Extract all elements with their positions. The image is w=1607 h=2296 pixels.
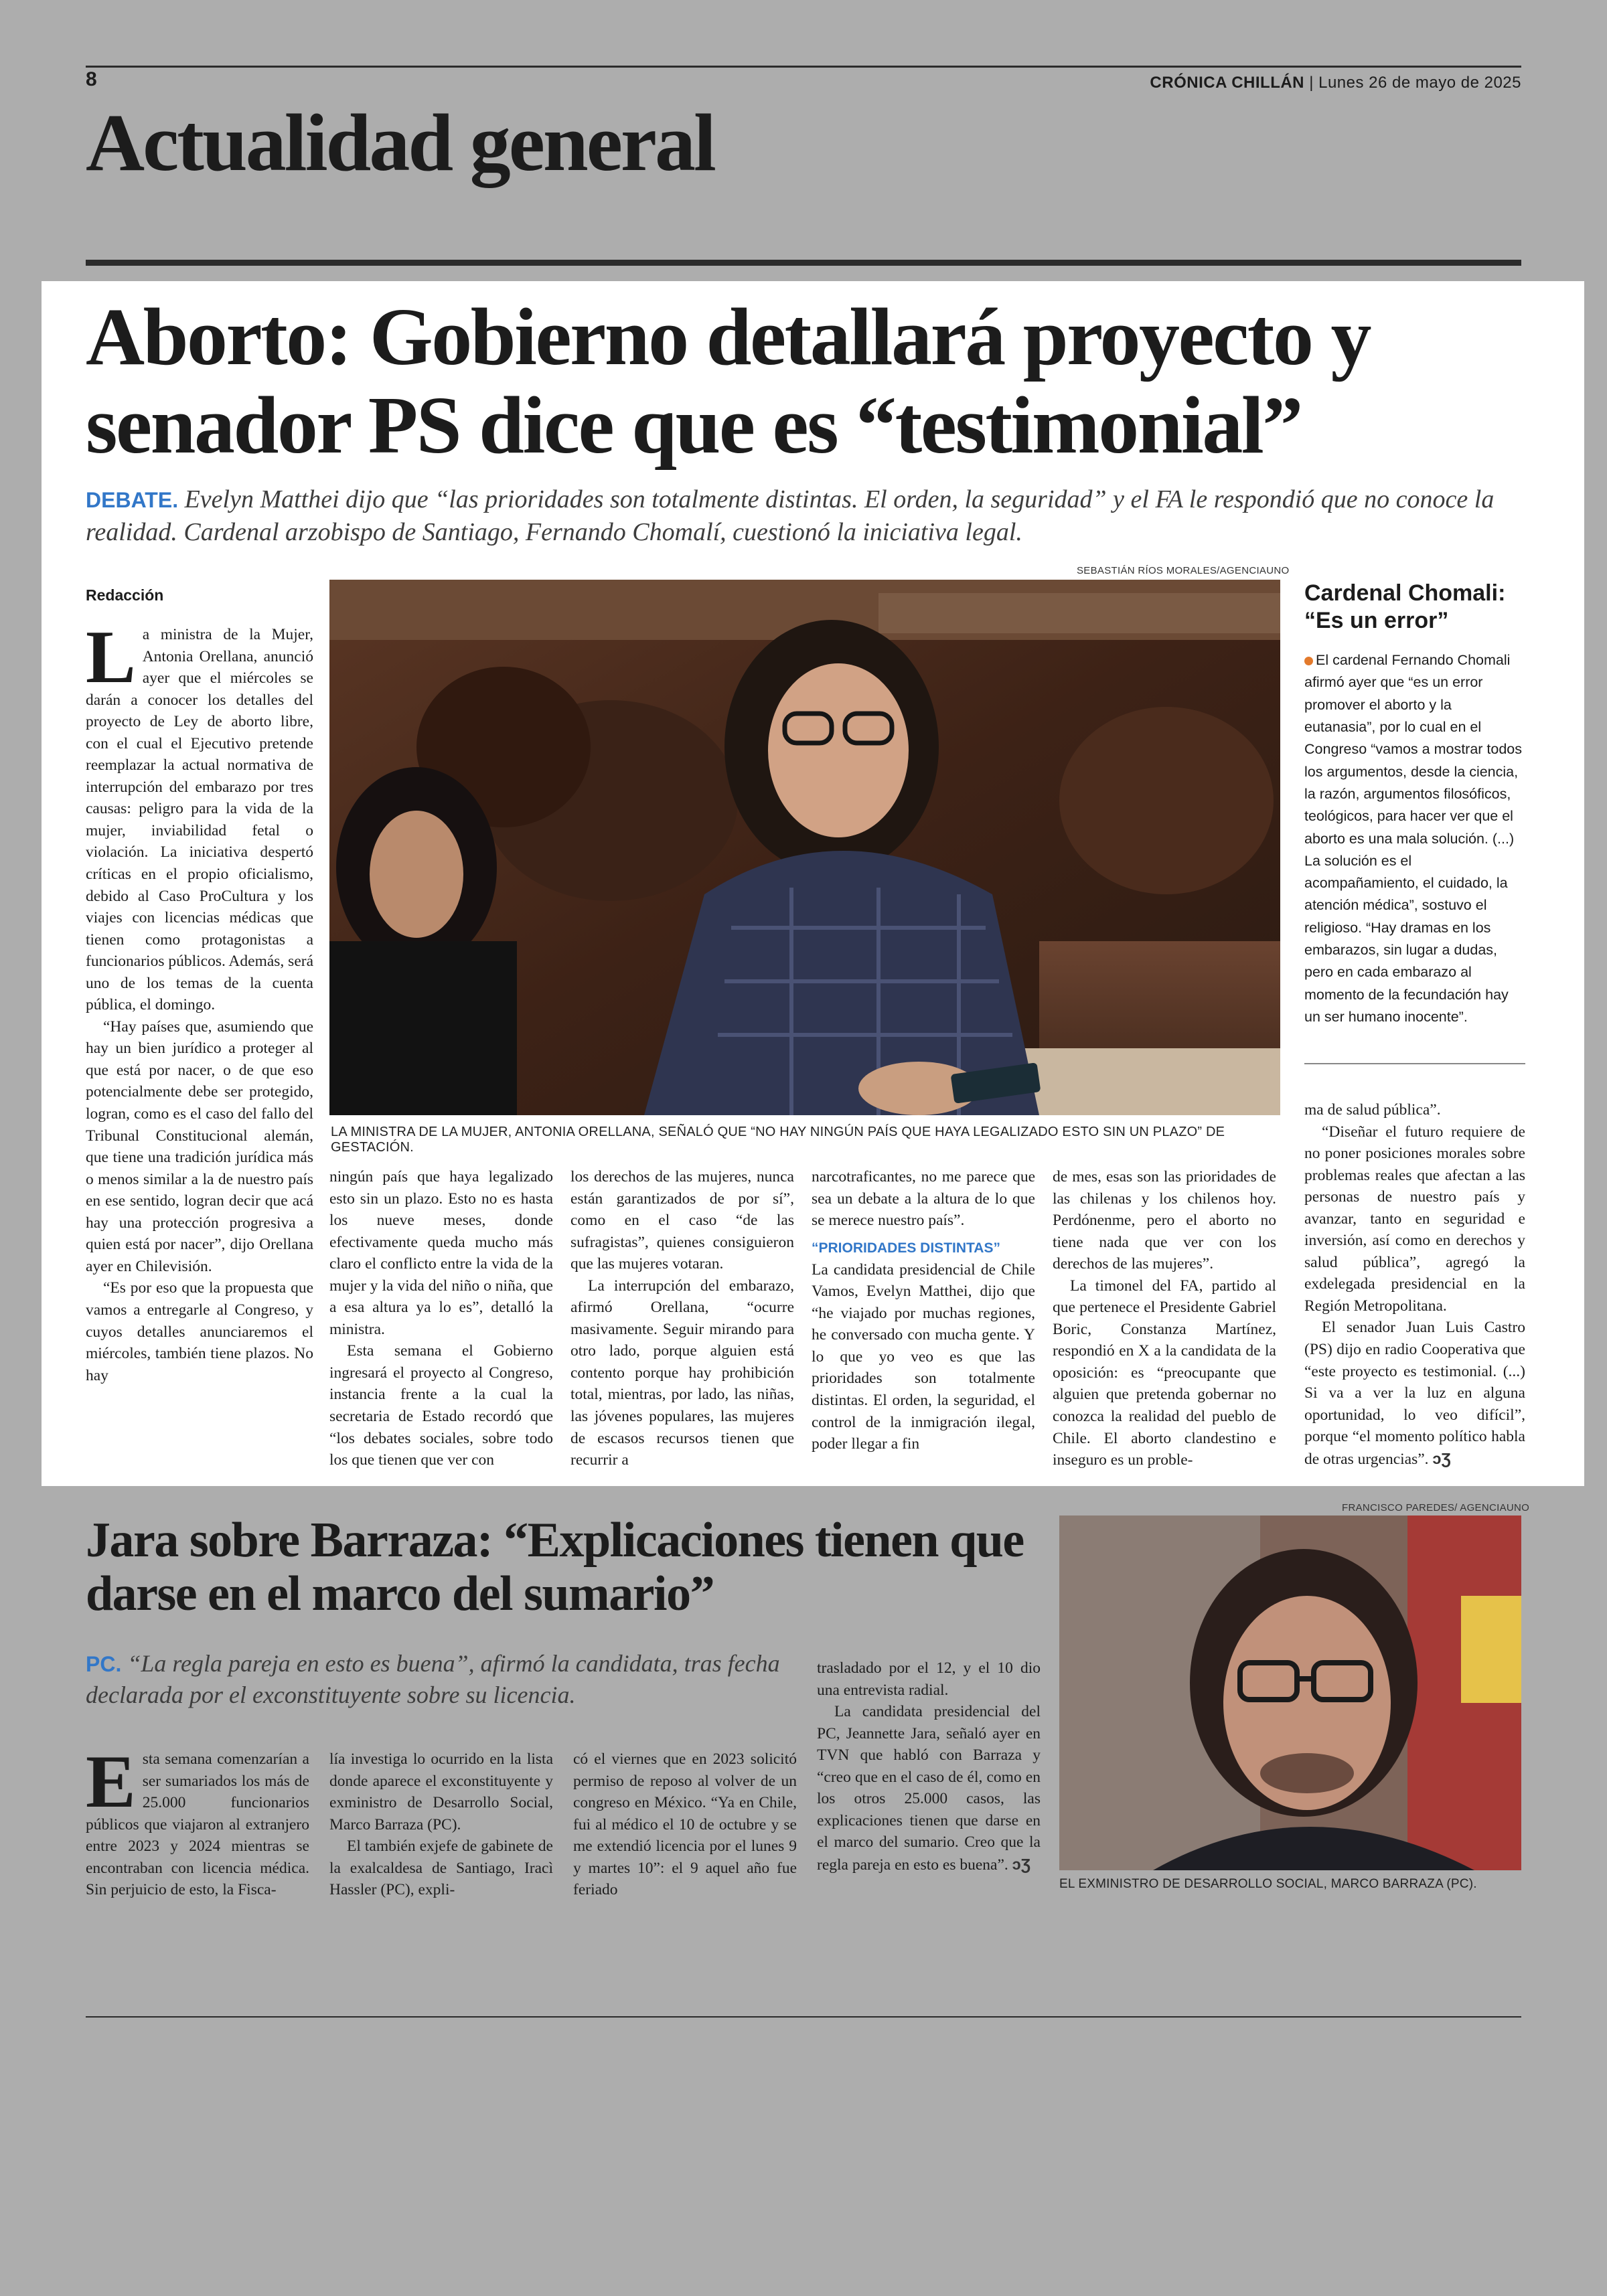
sidebar-title: Cardenal Chomali: “Es un error”	[1304, 580, 1506, 633]
lead-col4-paragraph: La candidata presidencial de Chile Vamos, Evelyn Matthei, dijo que “he viajado por muchas regiones, he conversado con mucha gente. Y lo que yo veo es que las prioridades son totalmente distintas. El orden, la seguridad, el control de la inmigración ilegal, poder llegar a fin	[812, 1260, 1035, 1453]
lead-col4-subhead: “PRIORIDADES DISTINTAS”	[812, 1240, 1000, 1256]
second-column-2	[329, 1748, 553, 1901]
sidebar-body	[1304, 649, 1525, 1028]
issue-date: Lunes 26 de mayo de 2025	[1318, 74, 1521, 92]
lead-col2-paragraph: Esta semana el Gobierno ingresará el proyecto al Congreso, instancia frente a la cual la secretaria de Estado recordó que “los debates sociales, sobre todo los que tienen que ver con	[329, 1342, 553, 1469]
second-headline: Jara sobre Barraza: “Explicaciones tienen que darse en el marco del sumario”	[86, 1513, 1024, 1621]
masthead	[1150, 74, 1521, 92]
lead-col1-paragraph: La ministra de la Mujer, Antonia Orellana, anunció ayer que el miércoles se darán a conocer los detalles del proyecto de Ley de aborto libre, con el cual el Ejecutivo pretende reemplazar la actual normativa de interrupción del embarazo por tres causas: peligro para la vida de la mujer, inviabilidad fetal o violación. La iniciativa despertó críticas en el propio oficialismo, debido al Caso ProCultura y los viajes con licencias médicas que tienen como protagonistas a funcionarios públicos. Además, será uno de los temas de la cuenta pública, el domingo.	[86, 616, 314, 1014]
lead-column-3	[570, 1166, 794, 1471]
lead-photo	[329, 580, 1280, 1115]
page-number: 8	[86, 68, 97, 90]
lead-col3-paragraph: los derechos de las mujeres, nunca están garantizados de por sí”, como en el caso “de las sufragistas”, quienes consiguieron que las mujeres votaran.	[570, 1168, 794, 1273]
second-column-1	[86, 1740, 309, 1901]
lead-col6-paragraph: ma de salud pública”.	[1304, 1101, 1441, 1119]
lead-col1-paragraph: “Es por eso que la propuesta que vamos a entregarle al Congreso, y cuyos detalles anunciaremos el miércoles, también tiene plazos. No hay	[86, 1279, 313, 1384]
second-photo-caption: EL EXMINISTRO DE DESARROLLO SOCIAL, MARCO BARRAZA (PC).	[1059, 1877, 1477, 1891]
lead-column-1	[86, 616, 314, 1386]
lead-photo-credit: SEBASTIÁN RÍOS MORALES/AGENCIAUNO	[1077, 565, 1290, 576]
second-dek-text: “La regla pareja en esto es buena”, afirmó la candidata, tras fecha declarada por el exconstituyente sobre su licencia.	[86, 1650, 780, 1708]
second-col4-paragraph	[817, 1701, 1041, 1876]
sidebar-rule	[1304, 1063, 1525, 1064]
second-dek	[86, 1648, 802, 1711]
lead-photo-caption: LA MINISTRA DE LA MUJER, ANTONIA ORELLANA, SEÑALÓ QUE “NO HAY NINGÚN PAÍS QUE HAYA LEGALIZADO ESTO SIN UN PLAZO” DE GESTACIÓN.	[331, 1125, 1225, 1155]
lead-column-2	[329, 1166, 553, 1471]
lead-column-4	[812, 1166, 1035, 1455]
second-column-3	[573, 1748, 797, 1901]
lead-col6-paragraph: “Diseñar el futuro requiere de no poner posiciones morales sobre problemas reales que afectan a las personas de nuestro país y avanzar, tanto en seguridad e inversión, así como en derechos y salud pública”, agregó la exdelegada presidencial en la Región Metropolitana.	[1304, 1123, 1525, 1315]
lead-col2-paragraph: ningún país que haya legalizado esto sin un plazo. Esto no es hasta los nueve meses, donde efectivamente queda mucho más claro el conflicto entre la vida de la mujer y la vida del niño o niña, que a esa altura ya lo es”, detalló la ministra.	[329, 1168, 553, 1338]
lead-col6-last-text: El senador Juan Luis Castro (PS) dijo en radio Cooperativa que “este proyecto es testimonial. (...) Si va a ver la luz en alguna oportunidad, lo veo difícil”, porque “el momento político habla de otras urgencias”.	[1304, 1319, 1525, 1468]
lead-dek-text: Evelyn Matthei dijo que “las prioridades son totalmente distintas. El orden, la seguridad” y el FA le respondió que no conoce la realidad. Cardenal arzobispo de Santiago, Fernando Chomalí, cuestionó la iniciativa legal.	[86, 485, 1495, 546]
end-mark-icon: ↄƷ	[1012, 1855, 1031, 1873]
second-kicker: PC.	[86, 1652, 122, 1676]
lead-column-6	[1304, 1099, 1525, 1470]
second-photo	[1059, 1515, 1521, 1870]
minister-photo-illustration	[329, 580, 1280, 1115]
lead-col5-paragraph: de mes, esas son las prioridades de las chilenas y los chilenos hoy. Perdónenme, pero el aborto no tiene nada que ver con los derechos de las mujeres”.	[1053, 1168, 1276, 1273]
lead-col5-paragraph: La timonel del FA, partido al que pertenece el Presidente Gabriel Boric, Constanza Martínez, respondió en X a la candidata de la oposición: es “preocupante que alguien que pretenda gobernar no conozca la realidad del pueblo de Chile. El aborto clandestino e inseguro es un proble-	[1053, 1277, 1276, 1469]
lead-headline: Aborto: Gobierno detallará proyecto y senador PS dice que es “testimonial”	[86, 292, 1370, 471]
publication-name: CRÓNICA CHILLÁN	[1150, 74, 1305, 92]
second-col2-paragraph: El también exjefe de gabinete de la exalcaldesa de Santiago, Iracì Hassler (PC), expli-	[329, 1837, 553, 1899]
top-rule	[86, 66, 1521, 68]
lead-dek	[86, 483, 1559, 548]
masthead-separator: |	[1309, 74, 1319, 92]
lead-kicker: DEBATE.	[86, 488, 179, 512]
second-col4-last-text: La candidata presidencial del PC, Jeannette Jara, señaló ayer en TVN que habló con Barraza y “creo que en el caso de él, como en los otros 25.000 casos, las explicaciones tienen que darse en el marco del sumario. Creo que la regla pareja en esto es buena”.	[817, 1703, 1041, 1874]
lead-col6-paragraph	[1304, 1317, 1525, 1470]
end-mark-icon: ↄƷ	[1432, 1449, 1451, 1467]
barraza-photo-illustration	[1059, 1515, 1521, 1870]
lead-story	[42, 281, 1584, 1486]
section-rule	[86, 260, 1521, 266]
lead-col3-paragraph: La interrupción del embarazo, afirmó Orellana, “ocurre masivamente. Seguir mirando para otro lado, porque alguien está contento porque hay prohibición total, mientras, por lado, las niñas, las jóvenes populares, las mujeres de escasos recursos tienen que recurrir a	[570, 1277, 794, 1469]
second-col1-paragraph: Esta semana comenzarían a ser sumariados los más de 25.000 funcionarios públicos que viajaron al extranjero entre 2023 y 2024 mientras se encontraban con licencia médica. Sin perjuicio de esto, la Fisca-	[86, 1740, 309, 1899]
second-column-4	[817, 1657, 1041, 1876]
lead-column-5	[1053, 1166, 1276, 1471]
section-title: Actualidad general	[86, 98, 714, 188]
second-col3-paragraph: có el viernes que en 2023 solicitó permiso de reposo al volver de un congreso en México. “Ya en Chile, fui al médico el 10 de octubre y se me extendió licencia por el lunes 9 y martes 10”: el 9 aquel año fue feriado	[573, 1750, 797, 1899]
second-photo-credit: FRANCISCO PAREDES/ AGENCIAUNO	[1342, 1502, 1530, 1513]
bottom-rule	[86, 2016, 1521, 2018]
second-col4-paragraph: trasladado por el 12, y el 10 dio una entrevista radial.	[817, 1659, 1041, 1699]
sidebar-bullet-icon	[1304, 657, 1313, 665]
sidebar-text: El cardenal Fernando Chomali afirmó ayer que “es un error promover el aborto y la eutanasia”, por lo cual en el Congreso “vamos a mostrar todos los argumentos, desde la ciencia, la razón, argumentos filosóficos, teológicos, para hacer ver que el aborto es una mala solución. (...) La solución es el acompañamiento, el cuidado, la atención médica”, sostuvo el religioso. “Hay dramas en los embarazos, sin lugar a dudas, pero en cada embarazo al momento de la fecundación hay un ser humano inocente”.	[1304, 652, 1523, 1025]
second-col2-paragraph: lía investiga lo ocurrido en la lista donde aparece el exconstituyente y exministro de Desarrollo Social, Marco Barraza (PC).	[329, 1750, 553, 1833]
lead-col4-paragraph: narcotraficantes, no me parece que sea un debate a la altura de lo que se merece nuestro país”.	[812, 1168, 1035, 1230]
lead-col1-paragraph: “Hay países que, asumiendo que hay un bien jurídico a proteger al que está por nacer, o de que eso potencialmente debe ser protegido, logran, como es el caso del fallo del Tribunal Constitucional alemán, que tiene una tradición jurídica más o menos similar a la de nuestro país en ese sentido, logran decir que acá hay una protección progresiva a quien está por nacer”, dijo Orellana ayer en Chilevisión.	[86, 1017, 313, 1275]
lead-byline: Redacción	[86, 586, 164, 604]
